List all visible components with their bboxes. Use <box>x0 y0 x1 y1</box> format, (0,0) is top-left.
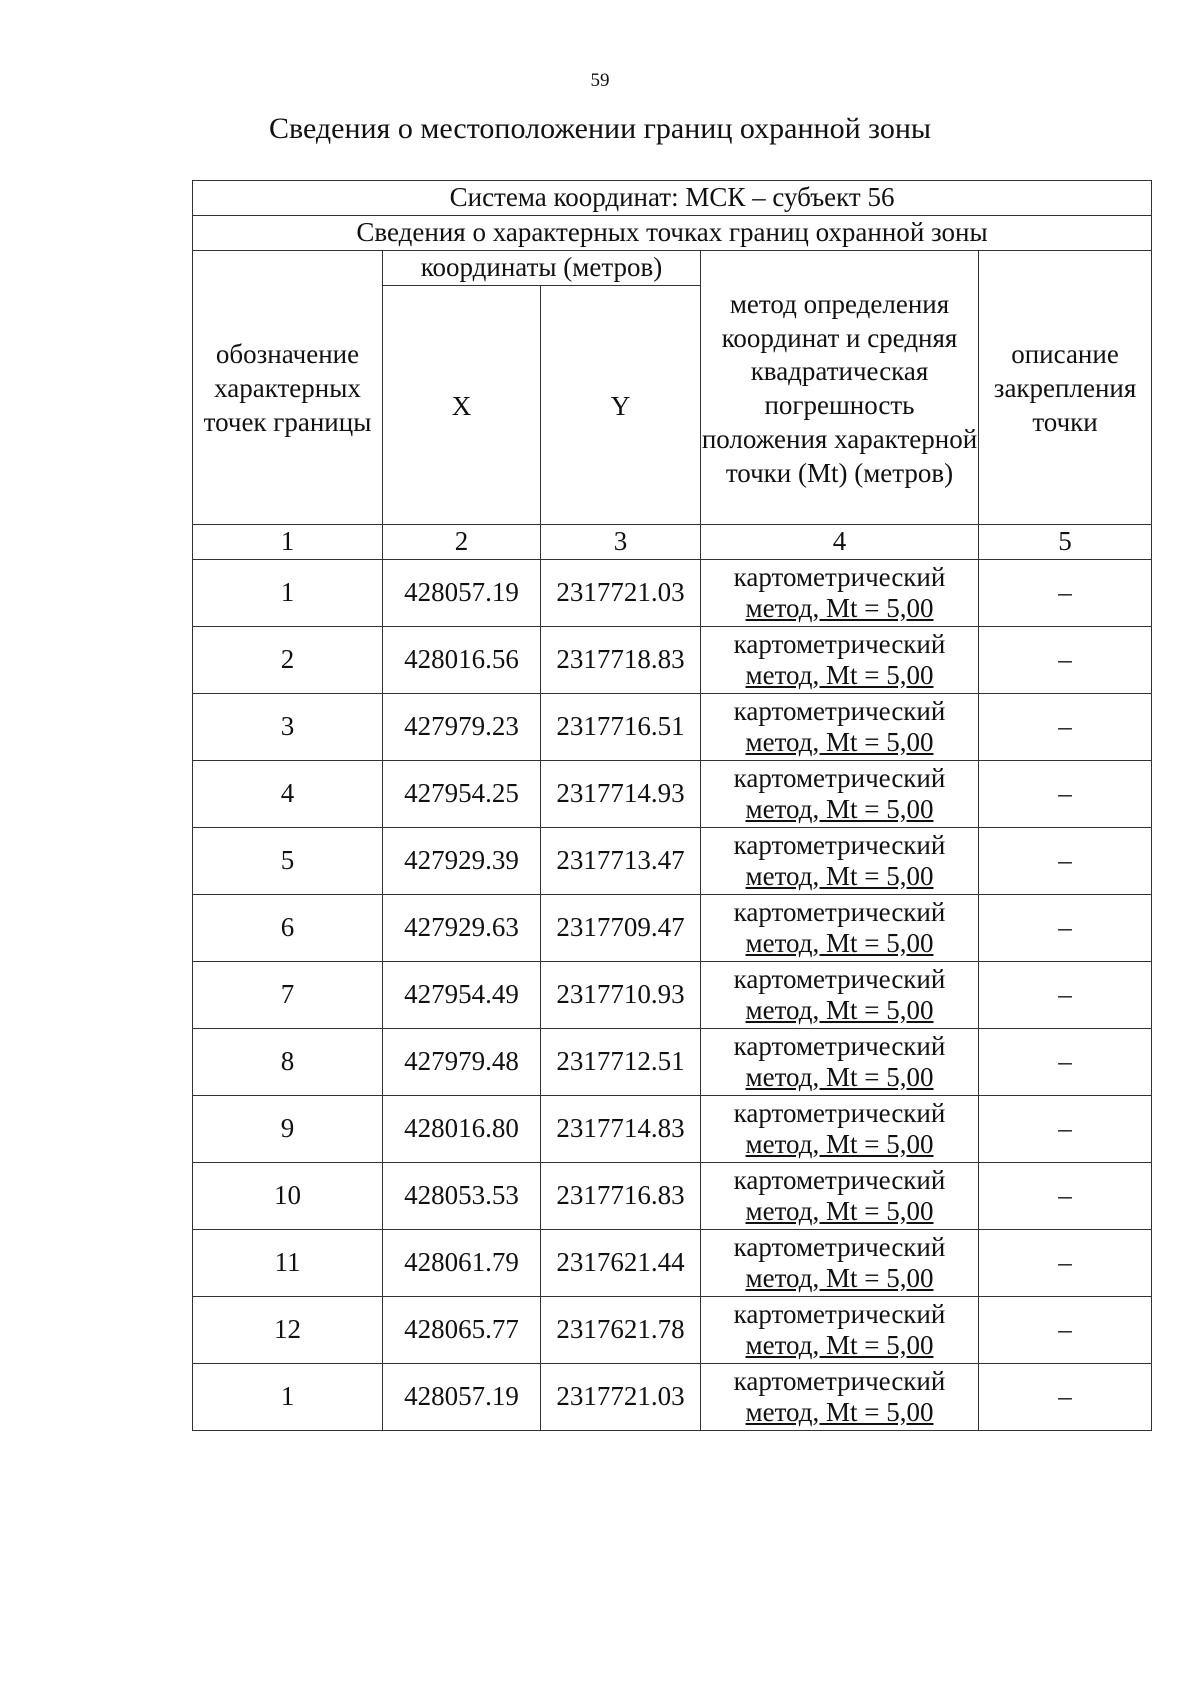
header-point-designation: обозначение характерных точек границы <box>193 251 383 525</box>
method-line-2: метод, Mt = 5,00 <box>745 927 934 958</box>
table-row <box>193 1162 1152 1229</box>
table-row <box>193 1296 1152 1363</box>
method-cell <box>701 626 979 693</box>
method-cell <box>701 1162 979 1229</box>
x-coordinate-cell: 428061.79 <box>383 1229 541 1296</box>
method-line-1: картометрический <box>733 695 946 726</box>
x-coordinate-cell: 427979.23 <box>383 693 541 760</box>
header-coordinates: координаты (метров) <box>383 251 701 286</box>
x-coordinate-cell: 427954.25 <box>383 760 541 827</box>
point-number-cell: 9 <box>193 1095 383 1162</box>
description-cell: – <box>979 693 1152 760</box>
description-cell: – <box>979 961 1152 1028</box>
method-line-2: метод, Mt = 5,00 <box>745 659 934 690</box>
table-row <box>193 760 1152 827</box>
column-number: 4 <box>701 525 979 560</box>
x-coordinate-cell: 427929.39 <box>383 827 541 894</box>
header-description: описание закрепления точки <box>979 251 1152 525</box>
method-line-2: метод, Mt = 5,00 <box>745 726 934 757</box>
x-coordinate-cell: 428016.56 <box>383 626 541 693</box>
method-line-1: картометрический <box>733 628 946 659</box>
page-number: 59 <box>590 70 610 91</box>
method-cell <box>701 693 979 760</box>
description-cell: – <box>979 1363 1152 1430</box>
x-coordinate-cell: 428057.19 <box>383 559 541 626</box>
description-cell: – <box>979 1028 1152 1095</box>
method-line-1: картометрический <box>733 1097 946 1128</box>
x-coordinate-cell: 428016.80 <box>383 1095 541 1162</box>
x-coordinate-cell: 427954.49 <box>383 961 541 1028</box>
description-cell: – <box>979 760 1152 827</box>
method-cell <box>701 760 979 827</box>
y-coordinate-cell: 2317710.93 <box>541 961 701 1028</box>
method-line-1: картометрический <box>733 561 946 592</box>
point-number-cell: 10 <box>193 1162 383 1229</box>
method-line-1: картометрический <box>733 1030 946 1061</box>
table-row <box>193 961 1152 1028</box>
y-coordinate-cell: 2317621.78 <box>541 1296 701 1363</box>
point-number-cell: 2 <box>193 626 383 693</box>
description-cell: – <box>979 1229 1152 1296</box>
coordinates-table <box>192 180 1152 1431</box>
method-line-2: метод, Mt = 5,00 <box>745 1396 934 1427</box>
document-title: Сведения о местоположении границ охранной зоны <box>268 112 932 145</box>
point-number-cell: 4 <box>193 760 383 827</box>
coord-system-row <box>193 181 1152 216</box>
y-coordinate-cell: 2317721.03 <box>541 559 701 626</box>
method-line-1: картометрический <box>733 896 946 927</box>
description-cell: – <box>979 1296 1152 1363</box>
table-row <box>193 1028 1152 1095</box>
y-coordinate-cell: 2317714.83 <box>541 1095 701 1162</box>
method-line-2: метод, Mt = 5,00 <box>745 1195 934 1226</box>
y-coordinate-cell: 2317621.44 <box>541 1229 701 1296</box>
method-line-1: картометрический <box>733 963 946 994</box>
point-number-cell: 5 <box>193 827 383 894</box>
y-coordinate-cell: 2317721.03 <box>541 1363 701 1430</box>
description-cell: – <box>979 626 1152 693</box>
method-line-1: картометрический <box>733 1365 946 1396</box>
column-number: 1 <box>193 525 383 560</box>
table-subtitle-cell: Сведения о характерных точках границ охранной зоны <box>193 216 1152 251</box>
table-row <box>193 626 1152 693</box>
description-cell: – <box>979 559 1152 626</box>
y-coordinate-cell: 2317713.47 <box>541 827 701 894</box>
point-number-cell: 1 <box>193 1363 383 1430</box>
table-row <box>193 1229 1152 1296</box>
y-coordinate-cell: 2317716.51 <box>541 693 701 760</box>
table-row <box>193 693 1152 760</box>
point-number-cell: 8 <box>193 1028 383 1095</box>
point-number-cell: 11 <box>193 1229 383 1296</box>
table-row <box>193 894 1152 961</box>
method-line-1: картометрический <box>733 1164 946 1195</box>
y-coordinate-cell: 2317718.83 <box>541 626 701 693</box>
method-line-2: метод, Mt = 5,00 <box>745 1061 934 1092</box>
x-coordinate-cell: 428057.19 <box>383 1363 541 1430</box>
method-cell <box>701 1095 979 1162</box>
method-cell <box>701 961 979 1028</box>
method-cell <box>701 1229 979 1296</box>
method-line-1: картометрический <box>733 1298 946 1329</box>
description-cell: – <box>979 894 1152 961</box>
method-line-2: метод, Mt = 5,00 <box>745 994 934 1025</box>
x-coordinate-cell: 428065.77 <box>383 1296 541 1363</box>
method-line-1: картометрический <box>733 762 946 793</box>
x-coordinate-cell: 427979.48 <box>383 1028 541 1095</box>
method-line-2: метод, Mt = 5,00 <box>745 793 934 824</box>
method-line-2: метод, Mt = 5,00 <box>745 860 934 891</box>
point-number-cell: 3 <box>193 693 383 760</box>
table-row <box>193 827 1152 894</box>
x-coordinate-cell: 428053.53 <box>383 1162 541 1229</box>
coord-system-cell: Система координат: МСК – субъект 56 <box>193 181 1152 216</box>
point-number-cell: 7 <box>193 961 383 1028</box>
column-number: 3 <box>541 525 701 560</box>
method-line-2: метод, Mt = 5,00 <box>745 592 934 623</box>
table-row <box>193 1363 1152 1430</box>
table-row <box>193 1095 1152 1162</box>
y-coordinate-cell: 2317714.93 <box>541 760 701 827</box>
method-cell <box>701 1296 979 1363</box>
y-coordinate-cell: 2317709.47 <box>541 894 701 961</box>
method-cell <box>701 827 979 894</box>
method-line-2: метод, Mt = 5,00 <box>745 1262 934 1293</box>
method-cell <box>701 1028 979 1095</box>
method-line-1: картометрический <box>733 1231 946 1262</box>
header-row-1 <box>193 251 1152 286</box>
method-cell <box>701 559 979 626</box>
method-cell <box>701 894 979 961</box>
column-number: 5 <box>979 525 1152 560</box>
description-cell: – <box>979 1095 1152 1162</box>
column-number-row <box>193 525 1152 560</box>
description-cell: – <box>979 1162 1152 1229</box>
y-coordinate-cell: 2317712.51 <box>541 1028 701 1095</box>
subtitle-row <box>193 216 1152 251</box>
point-number-cell: 12 <box>193 1296 383 1363</box>
header-y: Y <box>541 285 701 524</box>
table-row <box>193 559 1152 626</box>
point-number-cell: 1 <box>193 559 383 626</box>
method-line-2: метод, Mt = 5,00 <box>745 1128 934 1159</box>
x-coordinate-cell: 427929.63 <box>383 894 541 961</box>
description-cell: – <box>979 827 1152 894</box>
column-number: 2 <box>383 525 541 560</box>
point-number-cell: 6 <box>193 894 383 961</box>
method-line-2: метод, Mt = 5,00 <box>745 1329 934 1360</box>
header-method: метод определения координат и средняя квадратическая погрешность положения характерной точки (Mt) (метров) <box>701 251 979 525</box>
y-coordinate-cell: 2317716.83 <box>541 1162 701 1229</box>
method-cell <box>701 1363 979 1430</box>
method-line-1: картометрический <box>733 829 946 860</box>
header-x: X <box>383 285 541 524</box>
